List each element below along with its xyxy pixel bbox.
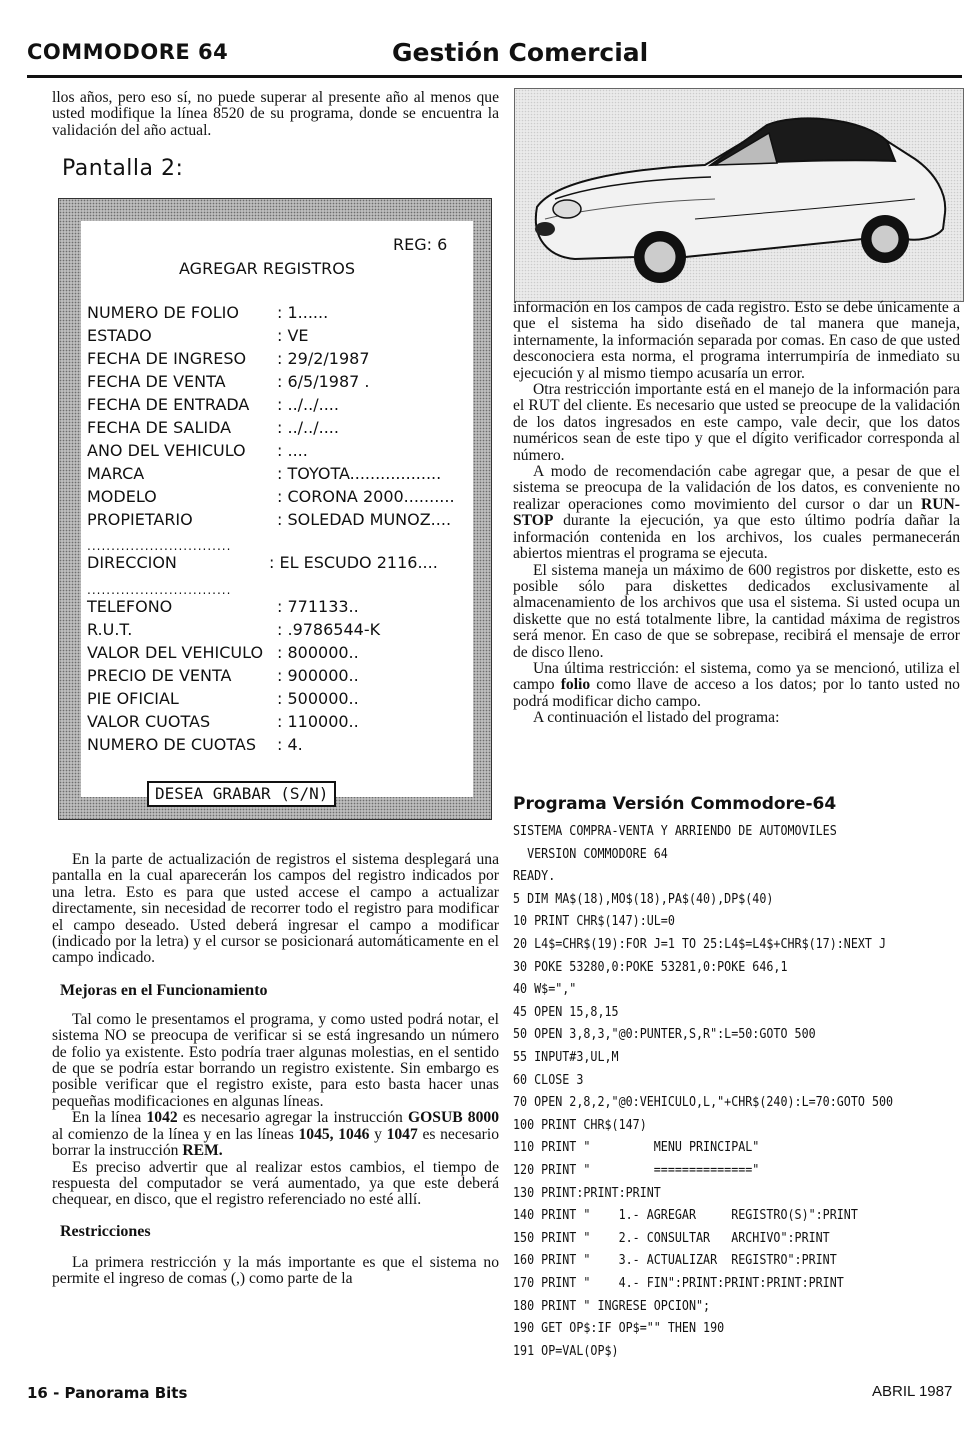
field-value: : 1......: [277, 303, 329, 322]
page-footer-left: 16 - Panorama Bits: [27, 1384, 188, 1402]
page-footer-right: ABRIL 1987: [872, 1383, 953, 1400]
field-label: MODELO: [87, 487, 157, 506]
code-line: 170 PRINT " 4.- FIN":PRINT:PRINT:PRINT:PRINT: [513, 1275, 844, 1291]
paragraph: Tal como le presentamos el programa, y como usted podrá notar, el sistema NO se preocupa de verificar si se está ingresando un número de folio ya existente. Esto podría traer algunas molestias, en el sentido de que se podría estar borrando un registro existente. Sin embargo es posible verificar que el registro existe, para esto basta hacer unas pequeñas modificaciones en algunas líneas.: [52, 1010, 499, 1110]
field-value: : 6/5/1987 .: [277, 372, 370, 391]
field-label: FECHA DE SALIDA: [87, 418, 232, 437]
code-line: 5 DIM MA$(18),MO$(18),PA$(40),DP$(40): [513, 890, 774, 907]
field-value: : ../../....: [277, 418, 339, 437]
field-value: : 800000..: [277, 643, 359, 662]
field-label: FECHA DE VENTA: [87, 372, 226, 391]
code-line: 191 OP=VAL(OP$): [513, 1342, 619, 1359]
field-label: PROPIETARIO: [87, 510, 193, 529]
field-value: : CORONA 2000..........: [277, 487, 455, 506]
field-label: VALOR CUOTAS: [87, 712, 211, 731]
field-label: TELEFONO: [87, 597, 173, 616]
record-counter: REG: 6: [393, 235, 448, 254]
field-label: ESTADO: [87, 326, 152, 345]
field-label-direccion: DIRECCION: [87, 553, 177, 572]
paragraph: La primera restricción y la más importante es que el sistema no permite el ingreso de comas (,) como parte de la: [52, 1253, 499, 1288]
code-line: 55 INPUT#3,UL,M: [513, 1049, 619, 1065]
code-line: 130 PRINT:PRINT:PRINT: [513, 1184, 661, 1201]
field-value: : SOLEDAD MUNOZ....: [277, 510, 452, 529]
field-label: ANO DEL VEHICULO: [87, 441, 246, 460]
code-line: 10 PRINT CHR$(147):UL=0: [513, 913, 675, 930]
code-line: 140 PRINT " 1.- AGREGAR REGISTRO(S)":PRINT: [513, 1207, 858, 1224]
code-line: 70 OPEN 2,8,2,"@0:VEHICULO,L,"+CHR$(240):L=70:GOTO 500: [513, 1094, 894, 1111]
paragraph: En la parte de actualización de registros el sistema desplegará una pantalla en la cual aparecerán los campos del registro indicados por una letra. Esto es para que usted accese el campo a actualizar directamente, sin necesidad de recorrer todo el registro para modificar el campo deseado. Usted deberá ingresar el campo a modificar (indicado por la letra) y el cursor se posicionará automáticamente en el campo indicado.: [52, 851, 499, 967]
field-label: PRECIO DE VENTA: [87, 666, 232, 685]
field-value: : 900000..: [277, 666, 359, 685]
field-label: NUMERO DE FOLIO: [87, 303, 239, 322]
field-label: FECHA DE ENTRADA: [87, 395, 250, 414]
paragraph: El sistema maneja un máximo de 600 registros por diskette, esto es posible sólo para diskettes dedicados exclusivamente al almacenamiento de los archivos que usa el sistema. Si usted ocupa un diskette que no está totalmente libre, la cantidad máxima de registros será menor. En caso de que se sobrepase, recibirá el mensaje de error de disco lleno.: [513, 561, 960, 661]
paragraph: A continuación el listado del programa:: [533, 709, 780, 727]
code-line: 45 OPEN 15,8,15: [513, 1003, 619, 1020]
code-line: VERSION COMMODORE 64: [513, 845, 668, 862]
field-value: : VE: [277, 326, 309, 345]
right-body: [513, 300, 960, 727]
separator-dots: ..............................: [87, 539, 232, 553]
code-line: 190 GET OP$:IF OP$="" THEN 190: [513, 1320, 725, 1337]
code-line: 120 PRINT " ==============": [513, 1162, 760, 1178]
program-title: Programa Versión Commodore-64: [513, 794, 837, 814]
field-value: : .9786544-K: [277, 620, 381, 639]
magazine-section-title: COMMODORE 64: [27, 40, 229, 64]
field-label: MARCA: [87, 464, 145, 483]
code-line: READY.: [513, 868, 556, 885]
screen-title: AGREGAR REGISTROS: [179, 259, 355, 278]
field-label: FECHA DE INGRESO: [87, 349, 247, 368]
screen-capture: [58, 198, 492, 820]
paragraph: Una última restricción: el sistema, como ya se mencionó, utiliza el campo folio como llave de acceso a los datos; por lo tanto usted no podrá modificar dicho campo.: [513, 659, 960, 710]
code-line: 40 W$=",": [513, 981, 577, 998]
section-heading: Mejoras en el Funcionamiento: [60, 981, 268, 999]
screen-caption: Pantalla 2:: [62, 156, 184, 181]
code-line: 50 OPEN 3,8,3,"@0:PUNTER,S,R":L=50:GOTO 500: [513, 1026, 816, 1043]
paragraph: Otra restricción importante está en el manejo de la información para el RUT del cliente. Es necesario que usted se preocupe de la validación de los datos ingresados en este campo, vale decir, que los datos numéricos sean de este tipo y que el dígito verificador corresponda al número.: [513, 381, 960, 464]
car-icon: [515, 89, 963, 301]
separator-dots: ..............................: [87, 583, 232, 597]
paragraph: A modo de recomendación cabe agregar que, a pesar de que el sistema se preocupa de la validación de los datos, es conveniente no realizar operaciones como movimiento del cursor o dar un RUN-STOP durante la ejecución, ya que esto último podría dañar la información contenida en los archivos, los cuales permanecerán abiertos mientras el programa se ejecuta.: [513, 463, 960, 563]
screen-content: [81, 221, 473, 803]
header-rule: [27, 75, 962, 78]
code-line: 150 PRINT " 2.- CONSULTAR ARCHIVO":PRINT: [513, 1229, 830, 1246]
left-body: [52, 852, 499, 1288]
section-heading: Restricciones: [60, 1222, 151, 1240]
code-line: 110 PRINT " MENU PRINCIPAL": [513, 1139, 760, 1156]
article-category-title: Gestión Comercial: [392, 38, 649, 67]
intro-paragraph: llos años, pero eso sí, no puede superar al presente año al menos que usted modifique la línea 8520 de su programa, donde se encuentra la validación del año actual.: [52, 89, 499, 139]
field-label: NUMERO DE CUOTAS: [87, 735, 257, 754]
field-value-direccion: : EL ESCUDO 2116....: [269, 553, 438, 572]
paragraph: En la línea 1042 es necesario agregar la instrucción GOSUB 8000 al comienzo de la línea y en las líneas 1045, 1046 y 1047 es necesario borrar la instrucción REM.: [52, 1109, 499, 1160]
field-value: : ....: [277, 441, 308, 460]
field-label: R.U.T.: [87, 620, 133, 639]
paragraph: información en los campos de cada registro. Esto se debe únicamente a que el sistema ha sido diseñado de tal manera que maneja, internamente, la información separada por comas. En caso de que usted desconociera esta norma, el programa interrumpiría de inmediato su ejecución y al mismo tiempo acusaría un error.: [513, 299, 960, 382]
save-prompt: DESEA GRABAR (S/N): [147, 781, 336, 807]
paragraph: Es preciso advertir que al realizar estos cambios, el tiempo de respuesta del computador se verá aumentado, ya que este deberá chequear, en disco, que el registro referenciado no esté allí.: [52, 1158, 499, 1209]
field-label: PIE OFICIAL: [87, 689, 179, 708]
car-illustration: [514, 88, 964, 302]
field-value: : ../../....: [277, 395, 339, 414]
field-label: VALOR DEL VEHICULO: [87, 643, 264, 662]
field-value: : 500000..: [277, 689, 359, 708]
code-line: SISTEMA COMPRA-VENTA Y ARRIENDO DE AUTOMOVILES: [513, 823, 837, 839]
code-line: 180 PRINT " INGRESE OPCION";: [513, 1297, 711, 1314]
field-value: : 29/2/1987: [277, 349, 370, 368]
field-value: : 110000..: [277, 712, 359, 731]
field-value: : 771133..: [277, 597, 359, 616]
code-line: 60 CLOSE 3: [513, 1071, 584, 1088]
field-value: : TOYOTA..................: [277, 464, 442, 483]
code-line: 30 POKE 53280,0:POKE 53281,0:POKE 646,1: [513, 958, 788, 975]
code-line: 100 PRINT CHR$(147): [513, 1116, 647, 1133]
code-line: 20 L4$=CHR$(19):FOR J=1 TO 25:L4$=L4$+CHR$(17):NEXT J: [513, 936, 887, 952]
code-line: 160 PRINT " 3.- ACTUALIZAR REGISTRO":PRINT: [513, 1252, 837, 1269]
field-value: : 4.: [277, 735, 303, 754]
